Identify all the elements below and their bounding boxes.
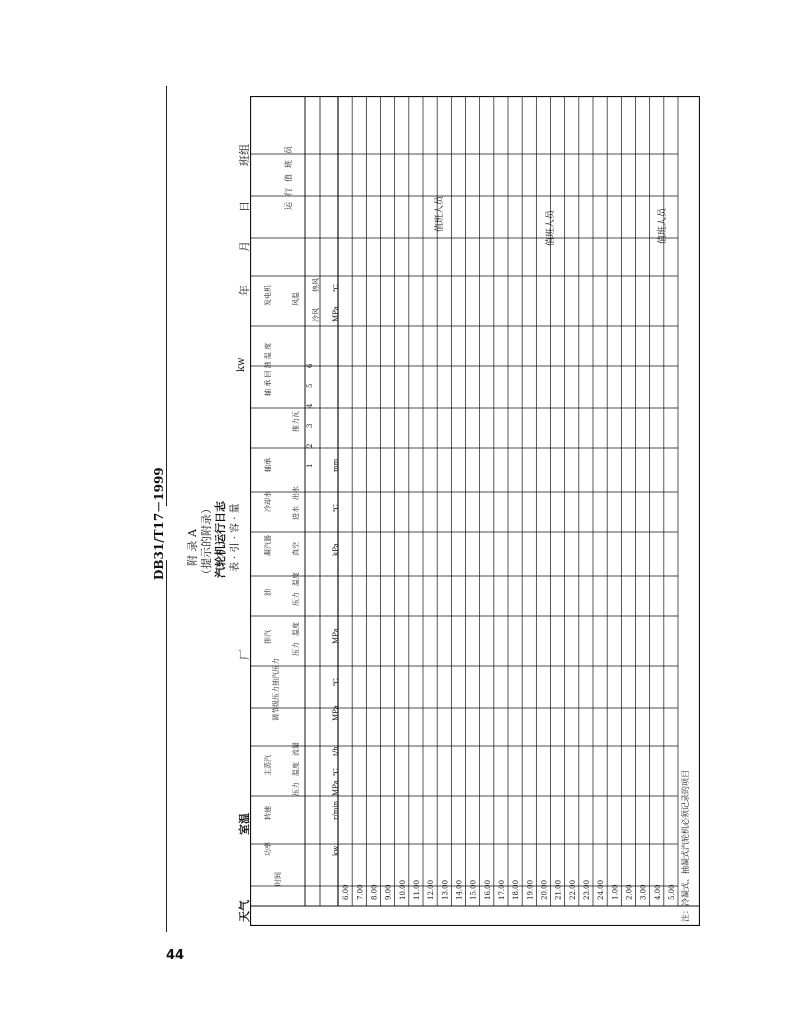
column-header: MPa bbox=[332, 780, 340, 796]
column-header: 排汽 bbox=[264, 630, 272, 644]
log-table bbox=[250, 96, 700, 926]
column-header: 温度 bbox=[292, 572, 300, 586]
column-header: ℃ bbox=[332, 768, 340, 776]
time-label: 2.00 bbox=[625, 884, 634, 900]
column-header: 冷却水 bbox=[264, 491, 272, 512]
unit-kw-label: kw bbox=[236, 357, 247, 372]
column-header: 流量 bbox=[292, 742, 300, 756]
column-header: 出水 bbox=[292, 486, 300, 500]
time-label: 11.00 bbox=[413, 879, 422, 900]
time-label: 19.00 bbox=[526, 879, 535, 900]
column-header: 进水 bbox=[292, 506, 300, 520]
time-label: 20.00 bbox=[540, 879, 549, 900]
time-label: 15.00 bbox=[469, 879, 478, 900]
time-label: 24.00 bbox=[597, 879, 606, 900]
weather-label: 天气 bbox=[238, 900, 251, 922]
column-header: 调节级压力 bbox=[272, 686, 280, 721]
page-number: 44 bbox=[166, 948, 185, 963]
column-header: 功率 bbox=[264, 842, 272, 856]
appendix-note: （提示的附录） bbox=[200, 503, 213, 580]
on-duty-label-3: 值班人员 bbox=[658, 207, 668, 244]
time-label: 4.00 bbox=[653, 884, 662, 900]
on-duty-label-1: 值班人员 bbox=[435, 195, 445, 232]
bearing-number: 6 bbox=[306, 363, 314, 368]
column-header: 发电机 bbox=[264, 285, 272, 306]
bearing-number: 1 bbox=[306, 463, 314, 468]
form-title: 表 · 引 · 容 · 量 bbox=[230, 503, 241, 572]
column-header: 温度 bbox=[292, 762, 300, 776]
column-header: 凝汽器 bbox=[264, 535, 272, 556]
column-header: 风温 bbox=[292, 292, 300, 306]
bearing-number: 3 bbox=[306, 423, 314, 428]
column-header: 热风 bbox=[312, 278, 320, 292]
column-header: 压力 bbox=[292, 782, 300, 796]
column-header: 油 bbox=[264, 589, 272, 596]
month-label: 月 bbox=[238, 241, 251, 252]
time-label: 10.00 bbox=[398, 879, 407, 900]
time-label: 16.00 bbox=[483, 879, 492, 900]
standard-code: DB31/T17－1999 bbox=[152, 467, 166, 580]
time-label: 21.00 bbox=[554, 879, 563, 900]
header-rule-bottom bbox=[166, 560, 167, 932]
column-header: 压力 bbox=[292, 592, 300, 606]
time-label: 18.00 bbox=[512, 879, 521, 900]
column-header: MPa bbox=[332, 705, 340, 721]
time-label: 3.00 bbox=[639, 884, 648, 900]
column-header: 轴承 bbox=[264, 458, 272, 472]
column-header: t/h bbox=[332, 746, 340, 756]
operator-label: 运行值班员 bbox=[284, 140, 293, 210]
column-header: 压力 bbox=[292, 642, 300, 656]
time-label: 7.00 bbox=[356, 884, 365, 900]
time-label: 9.00 bbox=[384, 884, 393, 900]
column-header: 温度 bbox=[292, 622, 300, 636]
appendix-title: 附 录 A bbox=[186, 529, 199, 566]
time-label: 12.00 bbox=[427, 879, 436, 900]
on-duty-label-2: 值班人员 bbox=[546, 209, 556, 246]
column-header: ℃ bbox=[332, 284, 340, 292]
time-label: 8.00 bbox=[370, 884, 379, 900]
column-header: 时间 bbox=[274, 872, 282, 886]
column-header: 抽汽压力 bbox=[272, 658, 280, 686]
time-label: 14.00 bbox=[455, 879, 464, 900]
column-header: mm bbox=[332, 458, 340, 472]
year-label: 年 bbox=[238, 285, 251, 296]
column-header: 转速 bbox=[264, 806, 272, 820]
column-header: 主蒸汽 bbox=[264, 755, 272, 776]
column-header: 冷风 bbox=[312, 308, 320, 322]
bearing-number: 2 bbox=[306, 443, 314, 448]
column-header: r/min bbox=[332, 800, 340, 820]
column-header: MPa bbox=[332, 306, 340, 322]
time-label: 17.00 bbox=[498, 879, 507, 900]
column-header: 推力瓦 bbox=[292, 411, 300, 432]
column-header: 轴 承 回 油 温 度 bbox=[264, 342, 272, 396]
column-header: MPa bbox=[332, 628, 340, 644]
header-rule-top bbox=[166, 86, 167, 506]
table-note: 注：冷凝式、抽凝式汽轮机必须记录的项目 bbox=[681, 770, 690, 922]
shift-label: 班组 bbox=[238, 144, 251, 166]
log-title: 汽轮机运行日志 bbox=[214, 501, 227, 578]
day-label: 日 bbox=[238, 201, 251, 212]
column-header: ℃ bbox=[332, 504, 340, 512]
time-label: 13.00 bbox=[441, 879, 450, 900]
time-label: 5.00 bbox=[668, 884, 677, 900]
column-header: kPa bbox=[332, 543, 340, 556]
time-label: 23.00 bbox=[583, 879, 592, 900]
bearing-number: 4 bbox=[306, 403, 314, 408]
column-header: kw bbox=[332, 845, 340, 856]
room-temp-label: 室温 bbox=[238, 813, 251, 835]
column-header: 真空 bbox=[292, 542, 300, 556]
time-label: 1.00 bbox=[611, 884, 620, 900]
column-header: ℃ bbox=[332, 678, 340, 686]
factory-label: 厂 bbox=[238, 649, 251, 660]
time-label: 22.00 bbox=[568, 879, 577, 900]
bearing-number: 5 bbox=[306, 383, 314, 388]
time-label: 6.00 bbox=[342, 884, 351, 900]
